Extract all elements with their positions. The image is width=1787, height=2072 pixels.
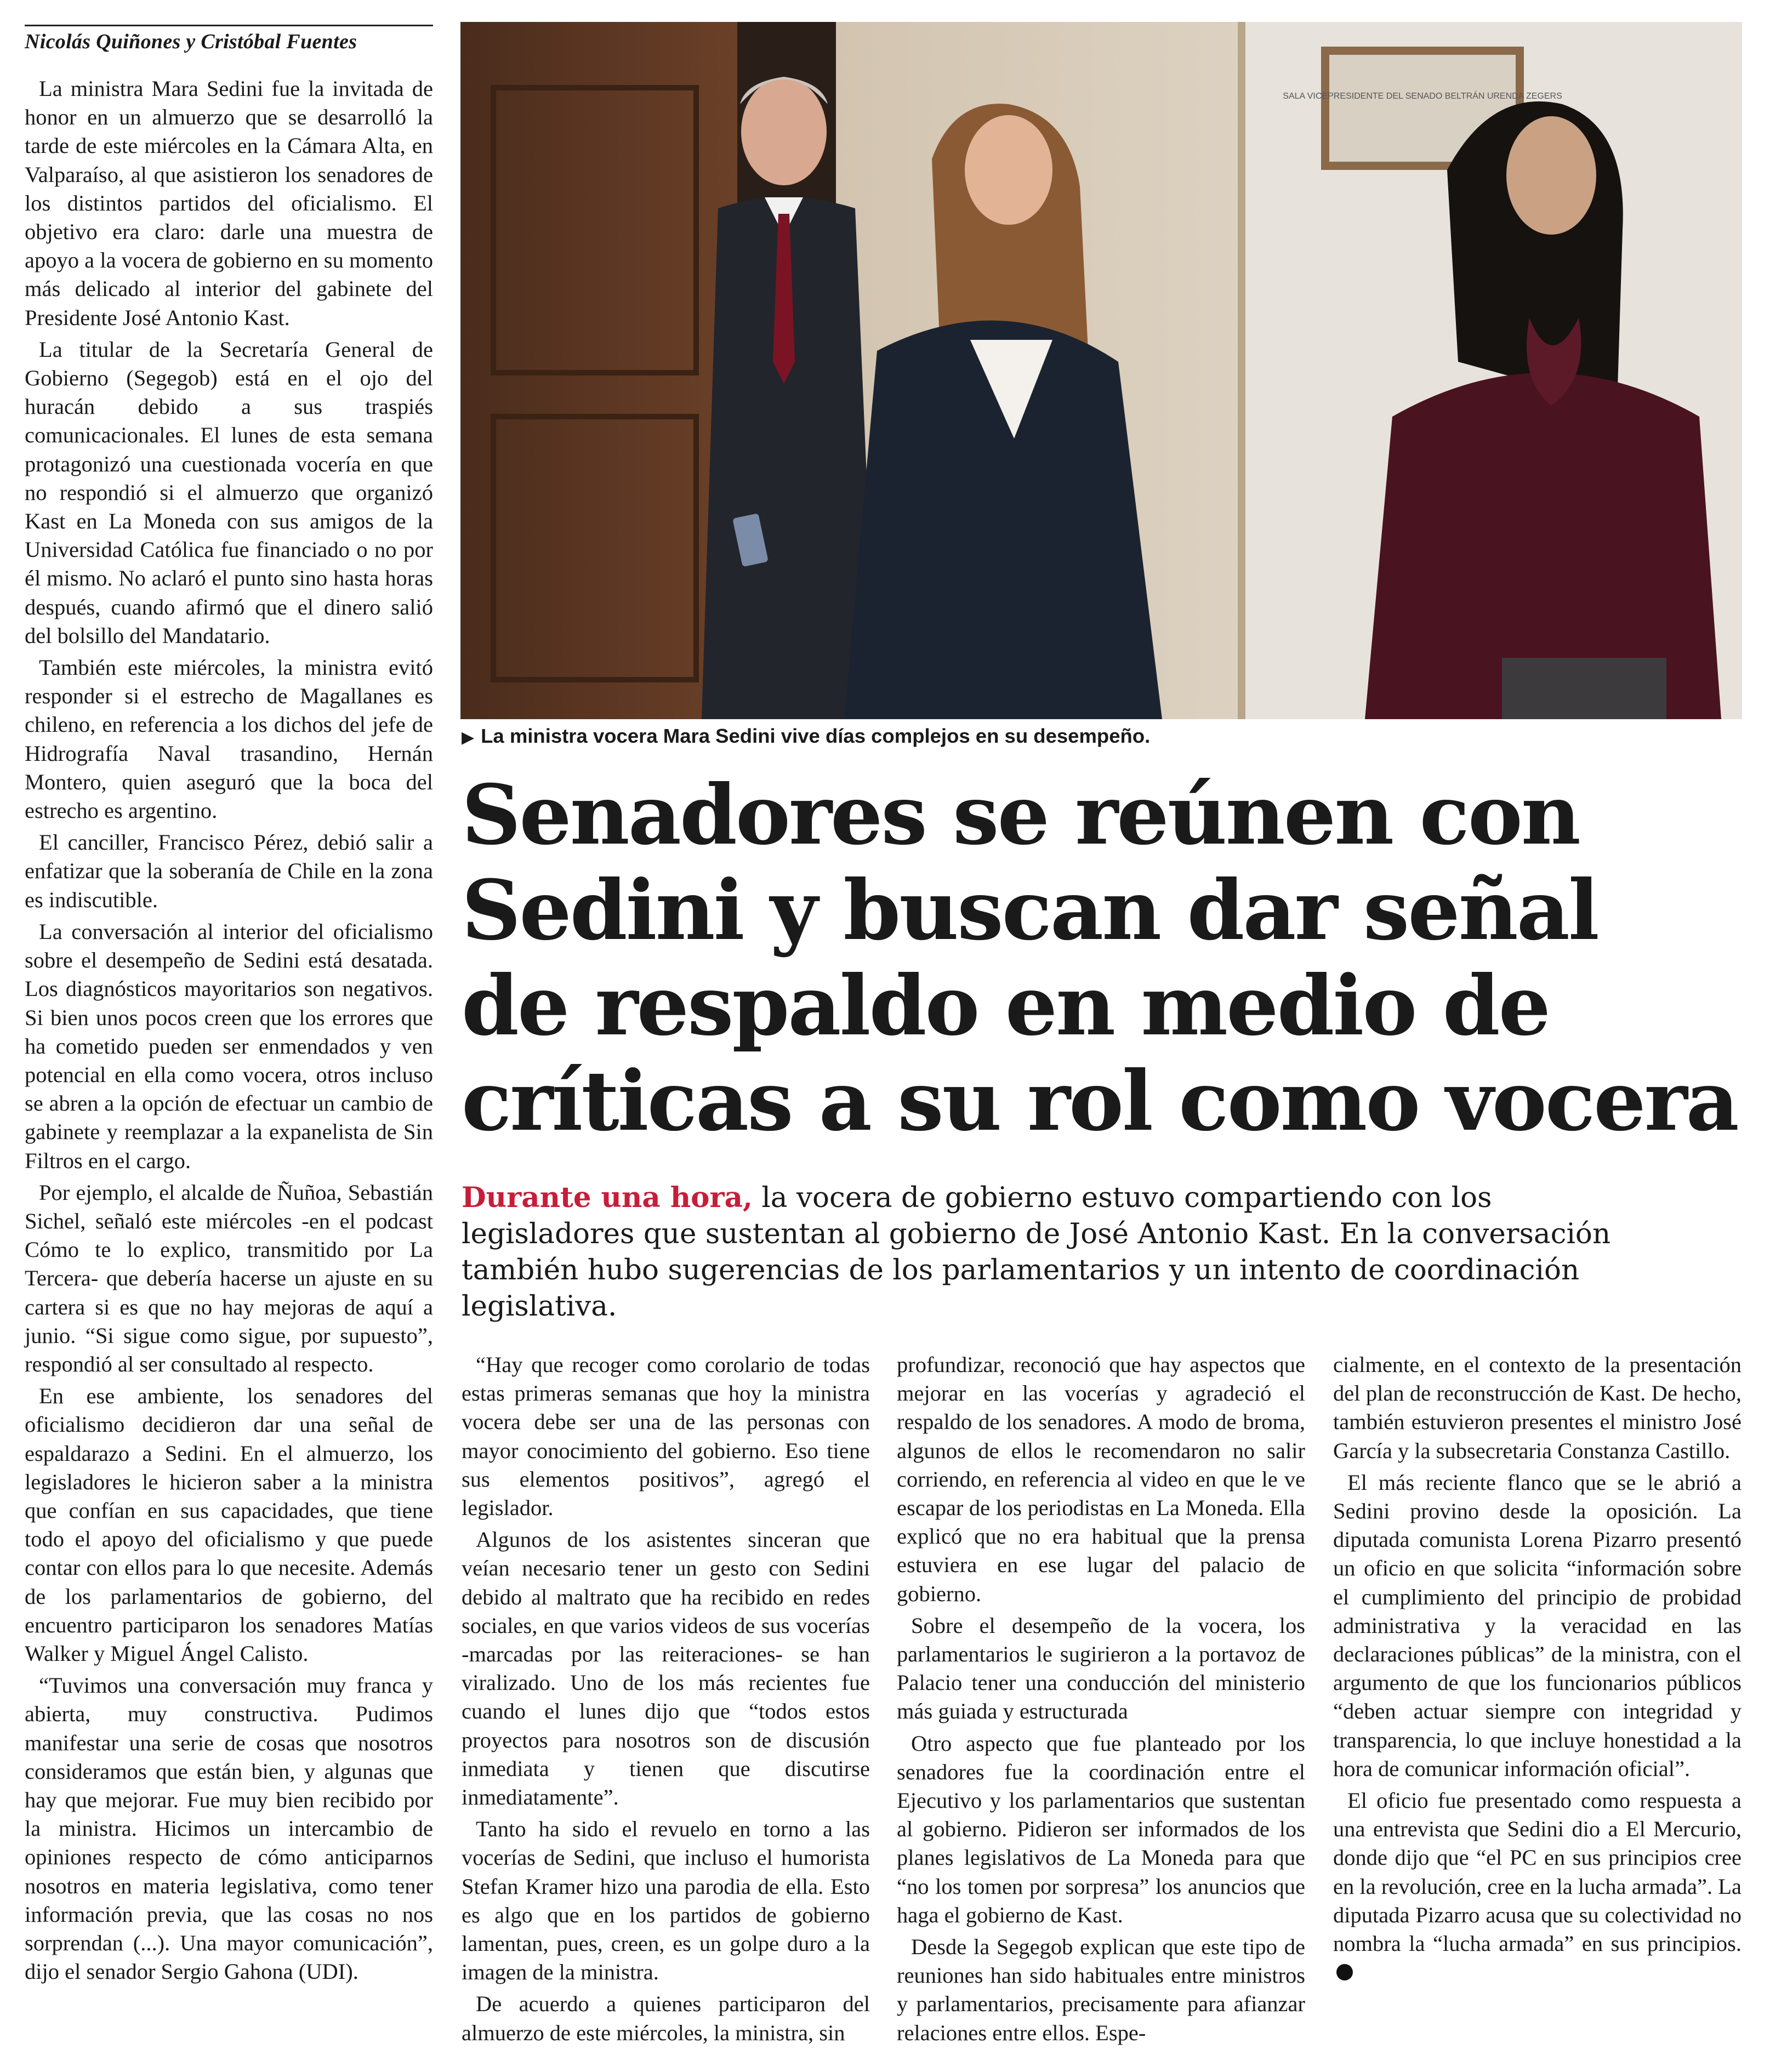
paragraph: Algunos de los asistentes sinceran que veían necesario tener un gesto con Sedini debido al maltrato que ha recibido en redes sociales, en que varios videos de sus vocerías -marcadas por las reiteraciones- se han viralizado. Uno de los más recientes fue cuando el lunes dijo que “todos estos proyectos para nosotros son de discusión inmediata y tienen que discutirse inmediatamente”. xyxy=(462,1527,870,1810)
paragraph: Desde la Segegob explican que este tipo de reuniones han sido habituales entre ministros y parlamentarios, precisamente para afianzar relaciones entre ellos. Espe- xyxy=(897,1934,1305,2045)
paragraph: Otro aspecto que fue planteado por los senadores fue la coordinación entre el Ejecutivo y los parlamentarios que sustentan al gobierno. Pidieron ser informados de los planes legislativos de La Moneda para que “no los tomen por sorpresa” los anuncios que haga el gobierno de Kast. xyxy=(897,1731,1305,1927)
column-2 xyxy=(462,1351,870,2051)
headline-line: críticas a su rol como vocera xyxy=(462,1053,1738,1149)
headline-line: Sedini y buscan dar señal xyxy=(462,862,1598,959)
paragraph: La titular de la Secretaría General de Gobierno (Segegob) está en el ojo del huracán debido a sus traspiés comunicacionales. El lunes de esta semana protagonizó una cuestionada vocería en que no respondió si el almuerzo que organizó Kast en La Moneda con sus amigos de la Universidad Católica fue financiado o no por él mismo. No aclaró el punto sino hasta horas después, cuando afirmó que el dinero salió del bolsillo del Mandatario. xyxy=(25,337,433,648)
paragraph: La conversación al interior del oficialismo sobre el desempeño de Sedini está desatada. Los diagnósticos mayoritarios son negativos. Si bien unos pocos creen que los errores que ha cometido pueden ser enmendados y ven potencial en ella como vocera, otros incluso se abren a la opción de efectuar un cambio de gabinete y reemplazar a la expanelista de Sin Filtros en el cargo. xyxy=(25,919,433,1173)
left-column xyxy=(25,75,433,1989)
deck-text: la vocera de gobierno estuvo compartiendo con los legisladores que sustentan al gobierno de José Antonio Kast. En la conversación también hubo sugerencias de los parlamentarios y un intento de coordinación legislativa. xyxy=(462,1181,1611,1323)
paragraph: También este miércoles, la ministra evitó responder si el estrecho de Magallanes es chileno, en referencia a los dichos del jefe de Hidrografía Naval trasandino, Hernán Montero, quien aseguró que la boca del estrecho es argentino. xyxy=(25,655,433,823)
headline-line: Senadores se reúnen con xyxy=(462,767,1579,863)
deck-lead: Durante una hora, xyxy=(462,1181,753,1214)
paragraph: El canciller, Francisco Pérez, debió salir a enfatizar que la soberanía de Chile en la zona es indiscutible. xyxy=(25,830,433,912)
paragraph: Por ejemplo, el alcalde de Ñuñoa, Sebastián Sichel, señaló este miércoles -en el podcast Cómo te lo explico, transmitido por La Tercera- que debería hacerse un ajuste en su cartera si es que no hay mejoras de aquí a junio. “Si sigue como sigue, por supuesto”, respondió al ser consultado al respecto. xyxy=(25,1180,433,1376)
caption-marker-icon: ▶ xyxy=(462,728,475,747)
paragraph xyxy=(1333,1786,1742,1986)
caption-text: La ministra vocera Mara Sedini vive días complejos en su desempeño. xyxy=(481,725,1151,747)
paragraph: De acuerdo a quienes participaron del almuerzo de este miércoles, la ministra, sin xyxy=(462,1991,870,2045)
photo-caption xyxy=(462,725,1743,748)
article-photo xyxy=(460,22,1742,719)
column-3 xyxy=(897,1351,1305,2051)
paragraph-text: El oficio fue presentado como respuesta a una entrevista que Sedini dio a El Mercurio, donde dijo que “el PC en sus principios cree en la revolución, cree en la lucha armada”. La diputada Pizarro acusa que su colectividad no nombra la “lucha armada” en sus principios. xyxy=(1333,1788,1742,1956)
paragraph: “Hay que recoger como corolario de todas estas primeras semanas que hoy la ministra vocera debe ser una de las personas con mayor conocimiento del gobierno. Eso tiene sus elementos positivos”, agregó el legislador. xyxy=(462,1352,870,1521)
photo-illustration xyxy=(460,22,1742,719)
paragraph: La ministra Mara Sedini fue la invitada de honor en un almuerzo que se desarrolló la tarde de este miércoles en la Cámara Alta, en Valparaíso, al que asistieron los senadores de los distintos partidos del oficialismo. El objetivo era claro: darle una muestra de apoyo a la vocera de gobierno en su momento más delicado al interior del gabinete del Presidente José Antonio Kast. xyxy=(25,76,433,330)
paragraph: El más reciente flanco que se le abrió a Sedini provino desde la oposición. La diputada comunista Lorena Pizarro presentó un oficio en que solicita “información sobre el cumplimiento del principio de probidad administrativa y la veracidad en las declaraciones públicas” de la ministra, con el argumento de que los funcionarios públicos “deben actuar siempre con integridad y transparencia, lo que incluye honestidad a la hora de comunicar información oficial”. xyxy=(1333,1470,1742,1781)
paragraph: cialmente, en el contexto de la presentación del plan de reconstrucción de Kast. De hecho, también estuvieron presentes el ministro José García y la subsecretaria Constanza Castillo. xyxy=(1333,1352,1742,1463)
deck xyxy=(462,1180,1613,1324)
headline xyxy=(462,767,1743,1149)
paragraph: profundizar, reconoció que hay aspectos que mejorar en las vocerías y agradeció el respaldo de los senadores. A modo de broma, algunos de ellos le recomendaron no salir corriendo, en referencia al video en que le ve escapar de los periodistas en La Moneda. Ella explicó que no era habitual que la prensa estuviera en ese lugar del palacio de gobierno. xyxy=(897,1352,1305,1606)
paragraph: Sobre el desempeño de la vocera, los parlamentarios le sugirieron a la portavoz de Palacio tener una conducción del ministerio más guiada y estructurada xyxy=(897,1613,1305,1724)
end-mark-icon xyxy=(1336,1964,1353,1980)
paragraph: Tanto ha sido el revuelo en torno a las vocerías de Sedini, que incluso el humorista Stefan Kramer hizo una parodia de ella. Esto es algo que en los partidos de gobierno lamentan, pues, creen, es un golpe duro a la imagen de la ministra. xyxy=(462,1817,870,1985)
paragraph: “Tuvimos una conversación muy franca y abierta, muy constructiva. Pudimos manifestar una serie de cosas que nosotros consideramos que están bien, y algunas que hay que mejorar. Fue muy bien recibido por la ministra. Hicimos un intercambio de opiniones respecto de cómo anticiparnos nosotros en materia legislativa, como tener información previa, que las cosas no nos sorprendan (...). Una mayor comunicación”, dijo el senador Sergio Gahona (UDI). xyxy=(25,1673,433,1984)
byline: Nicolás Quiñones y Cristóbal Fuentes xyxy=(25,25,433,54)
column-4 xyxy=(1333,1351,1742,1990)
plaque-text: SALA VICEPRESIDENTE DEL SENADO BELTRÁN URENDA ZEGERS xyxy=(1283,92,1562,101)
headline-line: de respaldo en medio de xyxy=(462,958,1549,1054)
paragraph: En ese ambiente, los senadores del oficialismo decidieron dar una señal de espaldarazo a Sedini. En el almuerzo, los legisladores le hicieron saber a la ministra que confían en sus capacidades, que tiene todo el apoyo del oficialismo y que puede contar con ellos para lo que necesite. Además de los parlamentarios de gobierno, del encuentro participaron los senadores Matías Walker y Miguel Ángel Calisto. xyxy=(25,1384,433,1666)
